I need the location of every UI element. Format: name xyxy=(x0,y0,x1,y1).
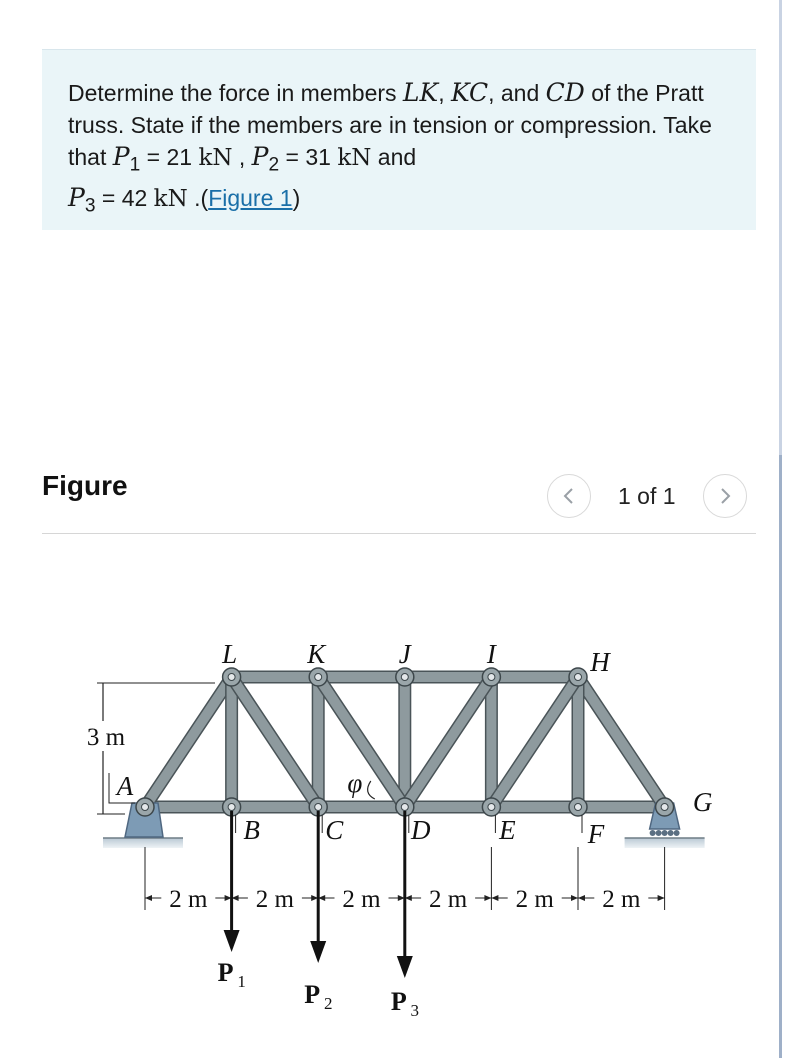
span-arrow-right xyxy=(658,895,665,901)
text-fragment: .( xyxy=(187,184,209,211)
member-he xyxy=(491,677,578,807)
ground-right xyxy=(625,838,705,848)
unit-kn: kN xyxy=(198,145,233,171)
load-p3-symbol: P xyxy=(68,182,85,212)
height-label: 3 m xyxy=(86,724,126,751)
member-lk: LK xyxy=(402,78,439,107)
load-p1-symbol: P xyxy=(112,142,130,171)
span-arrow-left xyxy=(491,895,498,901)
member-gh xyxy=(578,677,665,807)
unit-kn: kN xyxy=(337,145,372,171)
node-label-c: C xyxy=(325,815,344,845)
unit-kn: kN xyxy=(153,185,188,212)
joint-f-pin xyxy=(575,804,582,811)
joint-g-pin xyxy=(661,804,668,811)
node-label-g: G xyxy=(692,787,713,817)
joint-c-pin xyxy=(315,804,322,811)
joint-i-pin xyxy=(488,674,495,681)
joint-b-pin xyxy=(228,804,235,811)
ground-left xyxy=(103,838,183,848)
span-arrow-right xyxy=(484,895,491,901)
load-p3-value: = 42 xyxy=(95,184,154,211)
member-id xyxy=(405,677,492,807)
joint-h-pin xyxy=(575,674,582,681)
node-label-b: B xyxy=(243,815,260,845)
next-figure-button[interactable] xyxy=(703,474,747,518)
problem-text xyxy=(68,77,748,222)
joint-j-pin xyxy=(401,674,408,681)
node-label-l: L xyxy=(222,639,238,669)
roller-wheel xyxy=(662,830,668,836)
load-p3-arrow-head xyxy=(397,956,413,978)
angle-phi-arc xyxy=(368,781,375,799)
text-fragment: , xyxy=(438,80,451,106)
load-p1-value: = 21 xyxy=(140,144,199,170)
span-arrow-left xyxy=(578,895,585,901)
load-p1-subscript: 1 xyxy=(129,154,141,176)
span-arrow-right xyxy=(571,895,578,901)
load-p1-label-subscript: 1 xyxy=(237,972,246,991)
joint-k-pin xyxy=(315,674,322,681)
load-p2-label: P xyxy=(304,980,321,1009)
figure-page-count: 1 of 1 xyxy=(618,483,676,509)
chevron-right-icon xyxy=(718,486,732,506)
joint-e-pin xyxy=(488,804,495,811)
joint-a-pin xyxy=(142,804,149,811)
joint-d-pin xyxy=(401,804,408,811)
node-label-h: H xyxy=(590,647,610,677)
span-label: 2 m xyxy=(515,886,554,913)
pratt-truss-figure xyxy=(0,620,780,1040)
load-p3-subscript: 3 xyxy=(84,195,96,217)
load-p1-label: P xyxy=(217,958,234,987)
node-label-j: J xyxy=(398,639,411,669)
member-kc: KC xyxy=(450,78,489,107)
load-p2-subscript: 2 xyxy=(268,154,280,176)
member-lc xyxy=(232,677,319,807)
text-fragment: , and xyxy=(488,80,546,106)
angle-phi-label: φ xyxy=(347,768,363,798)
text-fragment: Determine the force in members xyxy=(68,80,403,106)
node-label-k: K xyxy=(307,639,326,669)
figure-1-link[interactable]: Figure 1 xyxy=(208,184,293,211)
load-p3-label-subscript: 3 xyxy=(410,1001,420,1020)
span-label: 2 m xyxy=(255,886,295,913)
node-label-d: D xyxy=(411,815,431,845)
node-label-e: E xyxy=(499,815,516,845)
member-cd: CD xyxy=(545,78,585,107)
problem-statement-box xyxy=(42,49,756,230)
span-label: 2 m xyxy=(342,886,381,913)
roller-wheel xyxy=(656,830,662,836)
load-p2-label-subscript: 2 xyxy=(323,994,333,1013)
span-label: 2 m xyxy=(169,886,208,913)
load-p2-arrow-head xyxy=(310,941,326,963)
joint-l-pin xyxy=(228,674,235,681)
load-p3-label: P xyxy=(390,987,407,1016)
figure-header-divider xyxy=(42,533,756,534)
load-p1-arrow-head xyxy=(224,930,240,952)
text-fragment: and xyxy=(371,144,417,170)
span-arrow-left xyxy=(145,895,152,901)
previous-figure-button[interactable] xyxy=(547,474,591,518)
roller-wheel xyxy=(674,830,680,836)
text-fragment: ) xyxy=(292,184,301,211)
span-label: 2 m xyxy=(602,886,641,913)
figure-heading: Figure xyxy=(42,470,128,501)
text-fragment: , xyxy=(232,144,252,170)
load-p2-symbol: P xyxy=(251,142,269,171)
roller-wheel xyxy=(650,830,656,836)
node-label-f: F xyxy=(587,819,605,849)
chevron-left-icon xyxy=(562,486,576,506)
truss-members xyxy=(145,677,665,807)
node-label-a: A xyxy=(116,771,134,801)
roller-wheel xyxy=(668,830,674,836)
member-al xyxy=(145,677,232,807)
text-fragment: of the Pratt truss. State if the members are in tension or compression. Take that xyxy=(68,80,712,170)
span-label: 2 m xyxy=(428,886,468,913)
load-p2-value: = 31 xyxy=(279,144,338,170)
node-label-i: I xyxy=(486,639,496,669)
